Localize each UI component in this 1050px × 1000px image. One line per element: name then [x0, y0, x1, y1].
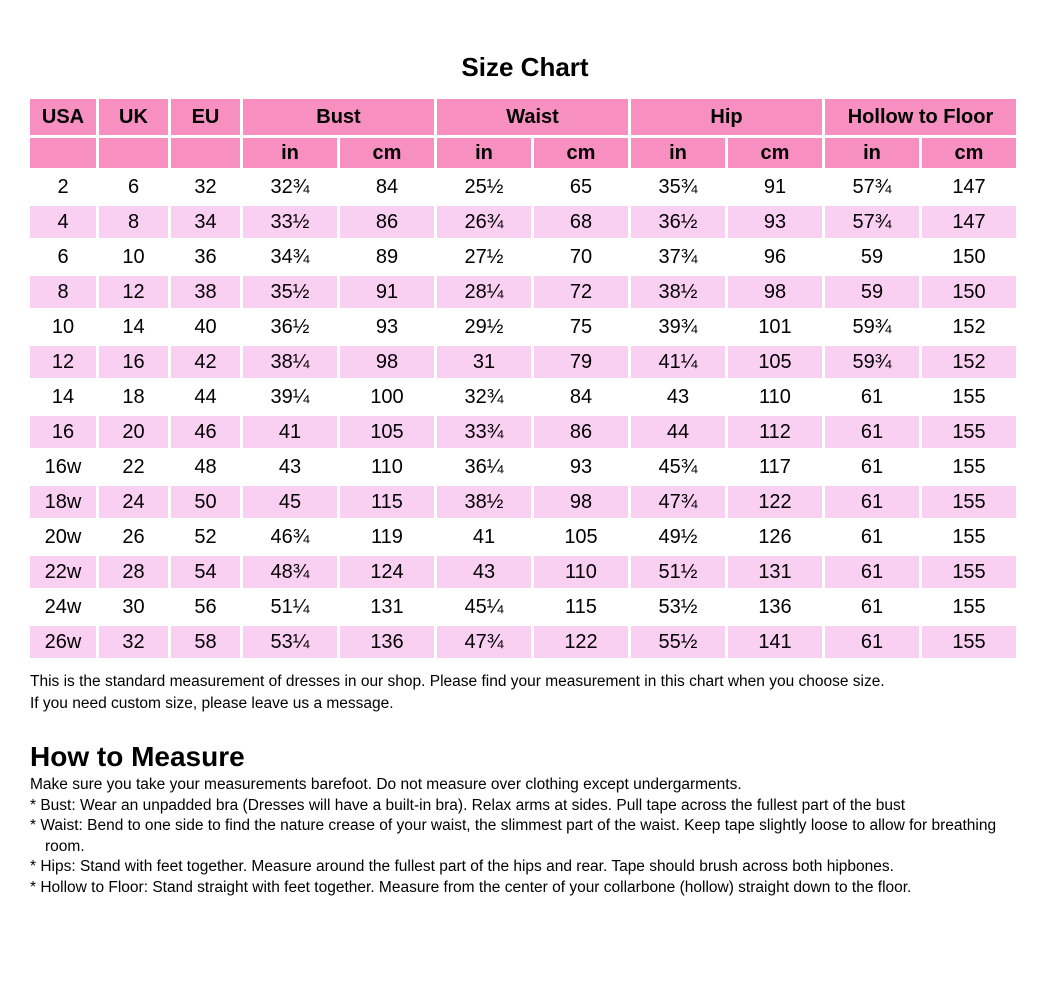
cell: 43 — [243, 451, 337, 483]
cell: 98 — [340, 346, 434, 378]
cell: 61 — [825, 486, 919, 518]
cell: 36½ — [631, 206, 725, 238]
unit-header-cm: cm — [534, 138, 628, 168]
cell: 72 — [534, 276, 628, 308]
cell: 6 — [99, 171, 168, 203]
cell: 54 — [171, 556, 240, 588]
cell: 53½ — [631, 591, 725, 623]
cell: 152 — [922, 346, 1016, 378]
cell: 110 — [340, 451, 434, 483]
table-row-size-26w — [30, 626, 1016, 658]
cell: 58 — [171, 626, 240, 658]
cell: 25½ — [437, 171, 531, 203]
cell: 38½ — [631, 276, 725, 308]
cell: 44 — [171, 381, 240, 413]
cell: 84 — [340, 171, 434, 203]
cell: 31 — [437, 346, 531, 378]
cell: 61 — [825, 591, 919, 623]
cell: 39¼ — [243, 381, 337, 413]
cell: 56 — [171, 591, 240, 623]
cell: 29½ — [437, 311, 531, 343]
cell: 91 — [340, 276, 434, 308]
cell: 32 — [99, 626, 168, 658]
cell: 155 — [922, 521, 1016, 553]
cell: 126 — [728, 521, 822, 553]
cell: 136 — [340, 626, 434, 658]
cell: 115 — [340, 486, 434, 518]
cell: 96 — [728, 241, 822, 273]
page-title: Size Chart — [461, 52, 589, 82]
cell: 75 — [534, 311, 628, 343]
standard-measurement-note — [30, 671, 1020, 715]
cell: 61 — [825, 626, 919, 658]
unit-header-in: in — [825, 138, 919, 168]
cell: 61 — [825, 416, 919, 448]
cell: 57¾ — [825, 171, 919, 203]
cell: 57¾ — [825, 206, 919, 238]
cell: 55½ — [631, 626, 725, 658]
table-row-size-10 — [30, 311, 1016, 343]
unit-header-empty — [30, 138, 96, 168]
cell: 89 — [340, 241, 434, 273]
measure-instruction: * Hollow to Floor: Stand straight with feet together. Measure from the center of your collarbone (hollow) straight down to the floor. — [30, 878, 912, 896]
unit-header-empty — [171, 138, 240, 168]
cell: 93 — [728, 206, 822, 238]
table-row-size-18w — [30, 486, 1016, 518]
cell: 34 — [171, 206, 240, 238]
cell: 30 — [99, 591, 168, 623]
column-header-hip: Hip — [631, 99, 822, 135]
unit-header-row — [30, 138, 1016, 168]
cell: 93 — [340, 311, 434, 343]
cell: 131 — [340, 591, 434, 623]
cell: 16w — [30, 451, 96, 483]
measure-instruction: * Hips: Stand with feet together. Measure around the fullest part of the hips and rear. Tape should brush across both hipbones. — [30, 858, 894, 875]
column-group-row — [30, 99, 1016, 135]
cell: 48¾ — [243, 556, 337, 588]
cell: 8 — [30, 276, 96, 308]
cell: 20 — [99, 416, 168, 448]
cell: 41¼ — [631, 346, 725, 378]
cell: 50 — [171, 486, 240, 518]
cell: 115 — [534, 591, 628, 623]
measure-instruction: * Bust: Wear an unpadded bra (Dresses will have a built-in bra). Relax arms at sides. Pull tape across the fullest part of the bust — [30, 796, 906, 814]
cell: 155 — [922, 556, 1016, 588]
cell: 52 — [171, 521, 240, 553]
cell: 122 — [728, 486, 822, 518]
cell: 46 — [171, 416, 240, 448]
table-row-size-16w — [30, 451, 1016, 483]
cell: 43 — [631, 381, 725, 413]
cell: 147 — [922, 206, 1016, 238]
cell: 24 — [99, 486, 168, 518]
cell: 10 — [30, 311, 96, 343]
cell: 84 — [534, 381, 628, 413]
cell: 150 — [922, 276, 1016, 308]
cell: 33¾ — [437, 416, 531, 448]
cell: 100 — [340, 381, 434, 413]
unit-header-cm: cm — [728, 138, 822, 168]
cell: 124 — [340, 556, 434, 588]
cell: 155 — [922, 381, 1016, 413]
cell: 61 — [825, 521, 919, 553]
cell: 32¾ — [243, 171, 337, 203]
cell: 131 — [728, 556, 822, 588]
cell: 105 — [340, 416, 434, 448]
cell: 51½ — [631, 556, 725, 588]
cell: 86 — [534, 416, 628, 448]
cell: 59 — [825, 276, 919, 308]
cell: 61 — [825, 381, 919, 413]
cell: 24w — [30, 591, 96, 623]
column-header-eu: EU — [171, 99, 240, 135]
cell: 14 — [30, 381, 96, 413]
cell: 147 — [922, 171, 1016, 203]
table-row-size-4 — [30, 206, 1016, 238]
cell: 110 — [728, 381, 822, 413]
cell: 10 — [99, 241, 168, 273]
cell: 155 — [922, 626, 1016, 658]
cell: 47¾ — [631, 486, 725, 518]
cell: 16 — [30, 416, 96, 448]
cell: 35¾ — [631, 171, 725, 203]
how-to-measure-instructions — [30, 775, 1020, 898]
cell: 79 — [534, 346, 628, 378]
unit-header-in: in — [243, 138, 337, 168]
cell: 27½ — [437, 241, 531, 273]
table-row-size-24w — [30, 591, 1016, 623]
cell: 28¼ — [437, 276, 531, 308]
cell: 65 — [534, 171, 628, 203]
cell: 36 — [171, 241, 240, 273]
cell: 98 — [728, 276, 822, 308]
cell: 38½ — [437, 486, 531, 518]
table-row-size-14 — [30, 381, 1016, 413]
how-to-measure-heading: How to Measure — [30, 741, 245, 772]
cell: 34¾ — [243, 241, 337, 273]
cell: 39¾ — [631, 311, 725, 343]
cell: 105 — [728, 346, 822, 378]
cell: 150 — [922, 241, 1016, 273]
cell: 61 — [825, 556, 919, 588]
cell: 18 — [99, 381, 168, 413]
cell: 28 — [99, 556, 168, 588]
column-header-uk: UK — [99, 99, 168, 135]
cell: 59¾ — [825, 346, 919, 378]
column-header-waist: Waist — [437, 99, 628, 135]
cell: 98 — [534, 486, 628, 518]
cell: 155 — [922, 591, 1016, 623]
cell: 36½ — [243, 311, 337, 343]
cell: 119 — [340, 521, 434, 553]
table-header — [30, 99, 1016, 168]
table-row-size-6 — [30, 241, 1016, 273]
cell: 32 — [171, 171, 240, 203]
cell: 155 — [922, 486, 1016, 518]
cell: 44 — [631, 416, 725, 448]
cell: 2 — [30, 171, 96, 203]
cell: 59¾ — [825, 311, 919, 343]
cell: 112 — [728, 416, 822, 448]
cell: 91 — [728, 171, 822, 203]
measure-instruction: * Waist: Bend to one side to find the nature crease of your waist, the slimmest part of the waist. Keep tape slightly loose to allow for breathing room. — [30, 817, 997, 855]
cell: 70 — [534, 241, 628, 273]
cell: 51¼ — [243, 591, 337, 623]
table-body — [30, 171, 1016, 658]
measure-instruction: Make sure you take your measurements barefoot. Do not measure over clothing except undergarments. — [30, 776, 742, 793]
cell: 105 — [534, 521, 628, 553]
cell: 14 — [99, 311, 168, 343]
cell: 155 — [922, 451, 1016, 483]
cell: 47¾ — [437, 626, 531, 658]
cell: 12 — [30, 346, 96, 378]
unit-header-in: in — [631, 138, 725, 168]
cell: 18w — [30, 486, 96, 518]
cell: 6 — [30, 241, 96, 273]
cell: 61 — [825, 451, 919, 483]
cell: 101 — [728, 311, 822, 343]
table-row-size-22w — [30, 556, 1016, 588]
cell: 40 — [171, 311, 240, 343]
cell: 35½ — [243, 276, 337, 308]
table-row-size-8 — [30, 276, 1016, 308]
cell: 26 — [99, 521, 168, 553]
unit-header-cm: cm — [922, 138, 1016, 168]
cell: 155 — [922, 416, 1016, 448]
cell: 68 — [534, 206, 628, 238]
cell: 22 — [99, 451, 168, 483]
cell: 20w — [30, 521, 96, 553]
cell: 86 — [340, 206, 434, 238]
cell: 136 — [728, 591, 822, 623]
table-row-size-12 — [30, 346, 1016, 378]
cell: 32¾ — [437, 381, 531, 413]
cell: 38 — [171, 276, 240, 308]
cell: 41 — [437, 521, 531, 553]
cell: 93 — [534, 451, 628, 483]
note-line: This is the standard measurement of dresses in our shop. Please find your measurement in this chart when you choose size. — [30, 673, 885, 690]
column-header-hollow-to-floor: Hollow to Floor — [825, 99, 1016, 135]
unit-header-in: in — [437, 138, 531, 168]
table-row-size-2 — [30, 171, 1016, 203]
cell: 16 — [99, 346, 168, 378]
cell: 43 — [437, 556, 531, 588]
cell: 110 — [534, 556, 628, 588]
cell: 59 — [825, 241, 919, 273]
cell: 37¾ — [631, 241, 725, 273]
table-row-size-20w — [30, 521, 1016, 553]
cell: 46¾ — [243, 521, 337, 553]
cell: 45¼ — [437, 591, 531, 623]
cell: 45 — [243, 486, 337, 518]
cell: 117 — [728, 451, 822, 483]
cell: 45¾ — [631, 451, 725, 483]
cell: 22w — [30, 556, 96, 588]
cell: 4 — [30, 206, 96, 238]
cell: 141 — [728, 626, 822, 658]
cell: 33½ — [243, 206, 337, 238]
cell: 26w — [30, 626, 96, 658]
cell: 122 — [534, 626, 628, 658]
cell: 38¼ — [243, 346, 337, 378]
column-header-usa: USA — [30, 99, 96, 135]
cell: 8 — [99, 206, 168, 238]
table-row-size-16 — [30, 416, 1016, 448]
cell: 48 — [171, 451, 240, 483]
cell: 26¾ — [437, 206, 531, 238]
cell: 41 — [243, 416, 337, 448]
size-chart-table — [27, 96, 1019, 661]
unit-header-cm: cm — [340, 138, 434, 168]
cell: 36¼ — [437, 451, 531, 483]
cell: 53¼ — [243, 626, 337, 658]
cell: 42 — [171, 346, 240, 378]
cell: 152 — [922, 311, 1016, 343]
cell: 12 — [99, 276, 168, 308]
cell: 49½ — [631, 521, 725, 553]
note-line: If you need custom size, please leave us a message. — [30, 695, 394, 712]
column-header-bust: Bust — [243, 99, 434, 135]
unit-header-empty — [99, 138, 168, 168]
